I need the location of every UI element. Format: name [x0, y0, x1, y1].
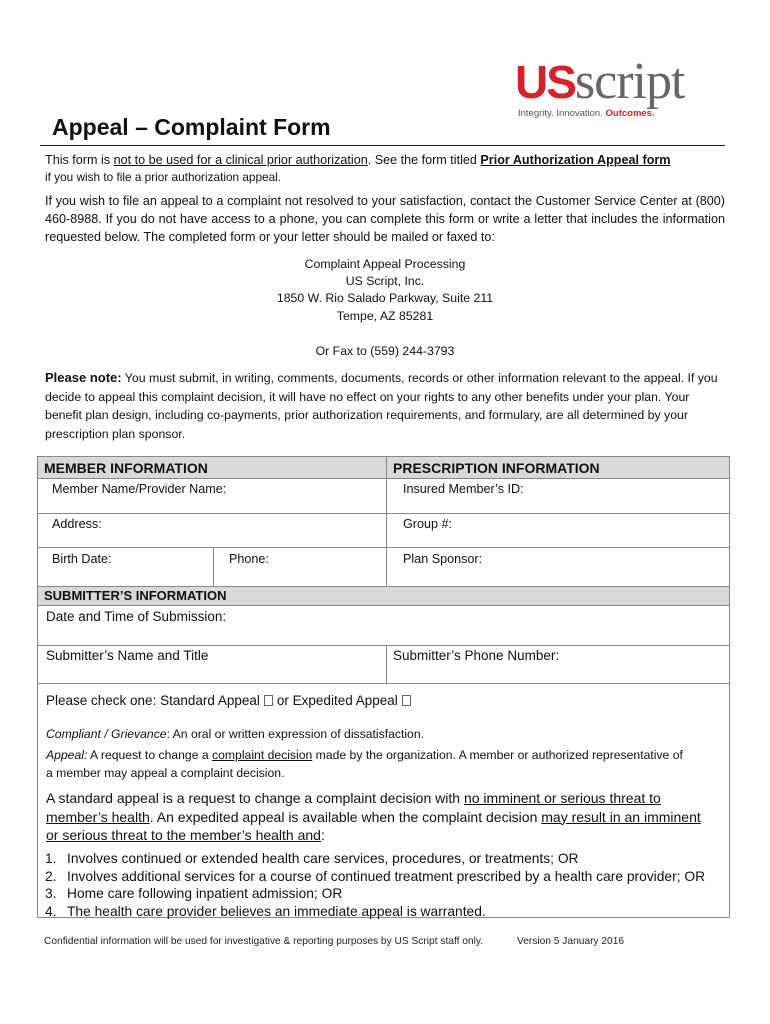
address-line-4: Tempe, AZ 85281	[336, 309, 434, 323]
appeal-definition: Appeal: A request to change a complaint decision made by the organization. A member or authorized representative of a member may appeal a complaint decision.	[46, 748, 683, 780]
address-line-2: US Script, Inc.	[345, 274, 425, 288]
form-table	[37, 456, 730, 918]
appeal-type-row: Please check one: Standard Appeal or Expedited Appeal	[46, 693, 415, 708]
page-title: Appeal – Complaint Form	[52, 114, 331, 140]
list-item: 4. The health care provider believes an immediate appeal is warranted.	[45, 903, 486, 919]
intro-line: This form is not to be used for a clinical prior authorization. See the form titled Prior Authorization Appeal form	[45, 153, 671, 167]
list-item: 3. Home care following inpatient admission; OR	[45, 886, 343, 901]
standard-appeal-explanation: A standard appeal is a request to change a complaint decision with no imminent or serious threat to member’s health. An expedited appeal is available when the complaint decision may result in an imminent or serious threat to the member’s health and:	[46, 790, 701, 843]
standard-appeal-checkbox[interactable]	[264, 695, 273, 706]
submitter-phone-field[interactable]: Submitter’s Phone Number:	[393, 648, 560, 663]
phone-field[interactable]: Phone:	[229, 552, 269, 566]
version-label: Version 5 January 2016	[517, 936, 625, 947]
criteria-list	[45, 850, 705, 920]
address-field[interactable]: Address:	[52, 517, 102, 531]
title-divider	[40, 145, 725, 146]
submitter-info-header: SUBMITTER’S INFORMATION	[44, 588, 227, 603]
intro-line-2: if you wish to file a prior authorization appeal.	[45, 170, 282, 184]
submission-date-time-field[interactable]: Date and Time of Submission:	[46, 609, 227, 624]
fax-line: Or Fax to (559) 244-3793	[315, 344, 455, 358]
wish-paragraph: If you wish to file an appeal to a complaint not resolved to your satisfaction, contact the Customer Service Center at (800) 460-8988. If you do not have access to a phone, you can complete this form or write a letter that includes the information requested below. The completed form or your letter should be mailed or faxed to:	[45, 194, 725, 244]
logo-script: script	[574, 53, 685, 110]
grievance-definition: Compliant / Grievance: An oral or written expression of dissatisfaction.	[46, 727, 424, 741]
plan-sponsor-field[interactable]: Plan Sponsor:	[403, 552, 483, 566]
member-info-header: MEMBER INFORMATION	[44, 460, 208, 476]
confidential-notice: Confidential information will be used for investigative & reporting purposes by US Script staff only.	[44, 936, 484, 947]
usscript-logo	[515, 53, 715, 126]
list-item: 2. Involves additional services for a course of continued treatment prescribed by a health care provider; OR	[45, 868, 706, 884]
member-name-field[interactable]: Member Name/Provider Name:	[52, 482, 227, 496]
logo-tagline: Integrity. Innovation. Outcomes.	[518, 108, 655, 119]
prescription-info-header: PRESCRIPTION INFORMATION	[393, 460, 600, 476]
group-field[interactable]: Group #:	[403, 517, 453, 531]
address-line-3: 1850 W. Rio Salado Parkway, Suite 211	[276, 291, 494, 305]
expedited-appeal-checkbox[interactable]	[402, 695, 411, 706]
address-line-1: Complaint Appeal Processing	[304, 257, 466, 271]
please-note: Please note: You must submit, in writing, comments, documents, records or other information relevant to the appeal. If you decide to appeal this complaint decision, it will have no effect on your rights to any other benefits under your plan. Your benefit plan design, including co-payments, prior authorization requirements, and formulary, are all determined by your prescription plan sponsor.	[45, 370, 718, 441]
submitter-name-field[interactable]: Submitter’s Name and Title	[46, 648, 209, 663]
logo-us: US	[515, 56, 575, 108]
birth-date-field[interactable]: Birth Date:	[52, 552, 112, 566]
list-item: 1. Involves continued or extended health care services, procedures, or treatments; OR	[45, 851, 579, 866]
footer	[44, 936, 625, 947]
insured-id-field[interactable]: Insured Member’s ID:	[403, 482, 524, 496]
